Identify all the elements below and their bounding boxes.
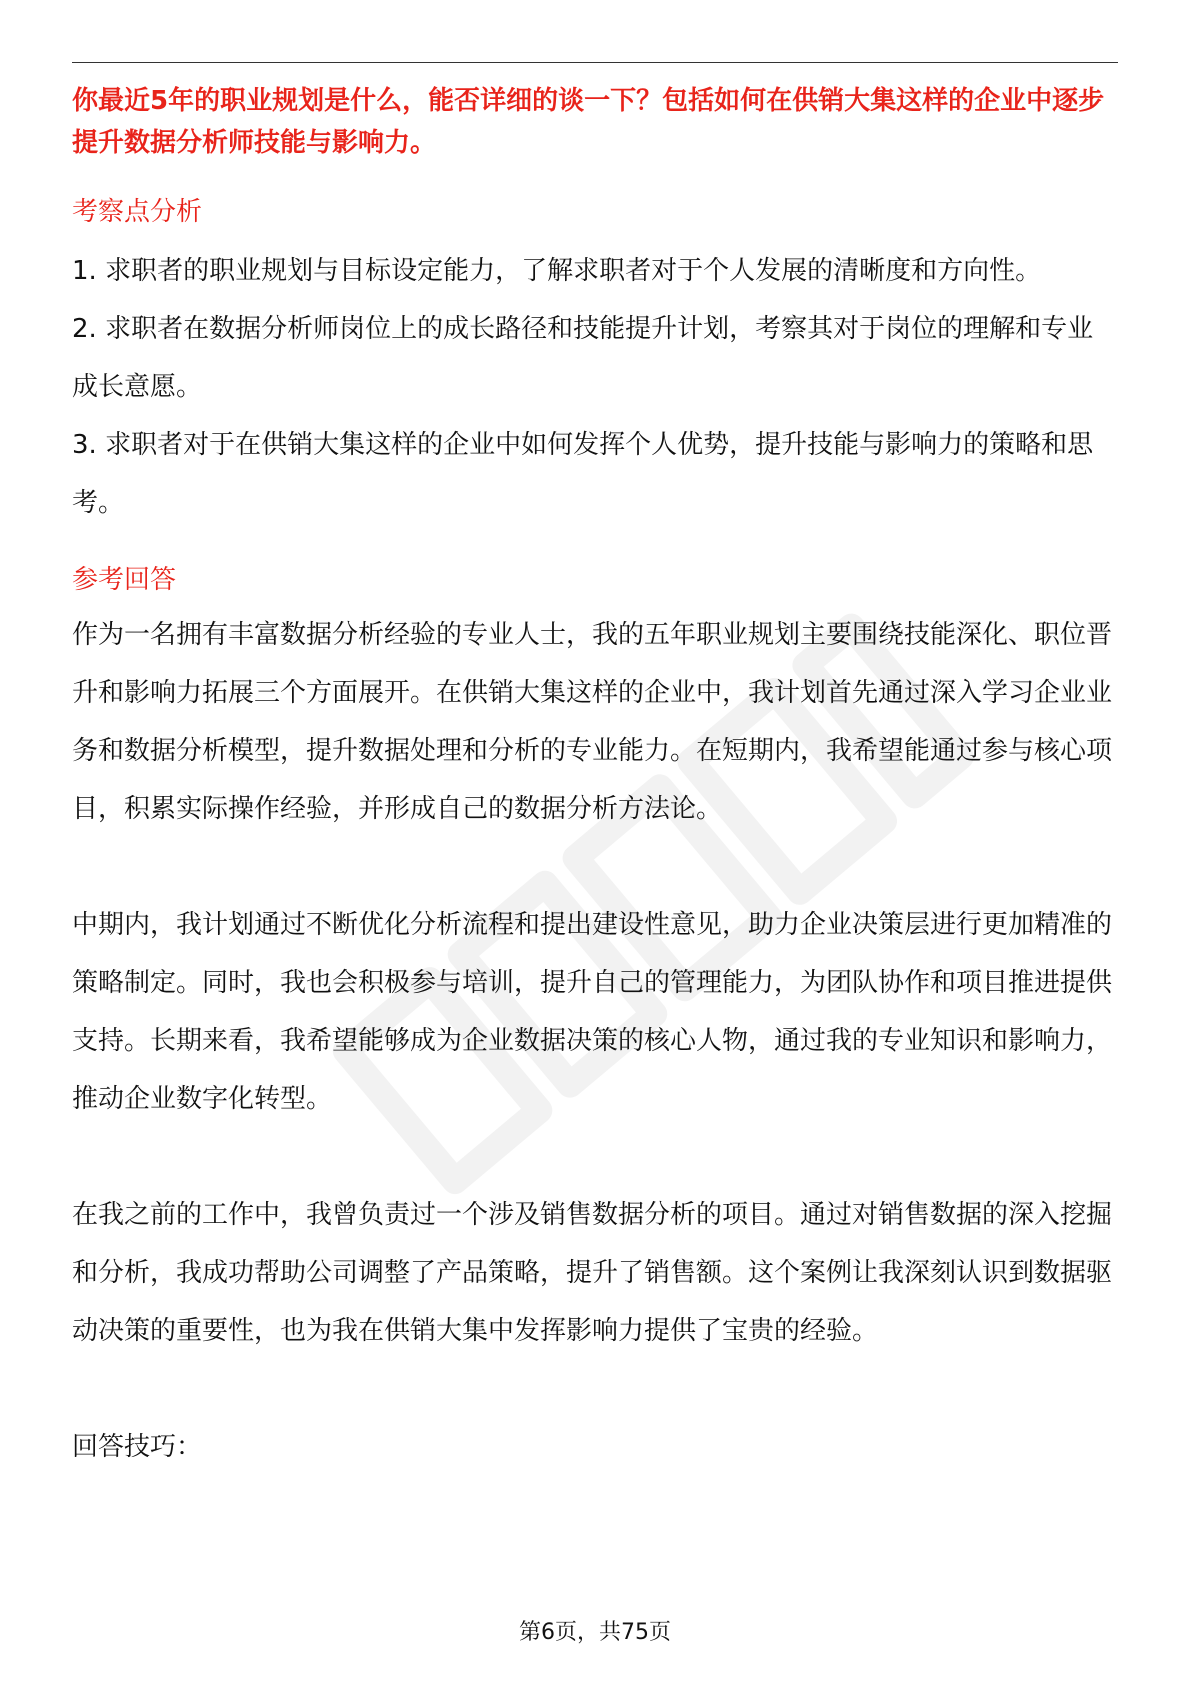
analysis-list: [72, 242, 1118, 532]
reference-answer: [72, 606, 1118, 1476]
analysis-item-1: 1. 求职者的职业规划与目标设定能力，了解求职者对于个人发展的清晰度和方向性。: [72, 256, 1042, 286]
answer-tips-label: 回答技巧：: [72, 1432, 203, 1462]
answer-paragraph-1: 作为一名拥有丰富数据分析经验的专业人士，我的五年职业规划主要围绕技能深化、职位晋升和影响力拓展三个方面展开。在供销大集这样的企业中，我计划首先通过深入学习企业业务和数据分析模型，提升数据处理和分析的专业能力。在短期内，我希望能通过参与核心项目，积累实际操作经验，并形成自己的数据分析方法论。: [72, 620, 1113, 824]
analysis-item-3: 3. 求职者对于在供销大集这样的企业中如何发挥个人优势，提升技能与影响力的策略和思考。: [72, 430, 1094, 518]
analysis-heading: 考察点分析: [72, 197, 203, 227]
answer-paragraph-3: 在我之前的工作中，我曾负责过一个涉及销售数据分析的项目。通过对销售数据的深入挖掘和分析，我成功帮助公司调整了产品策略，提升了销售额。这个案例让我深刻认识到数据驱动决策的重要性，也为我在供销大集中发挥影响力提供了宝贵的经验。: [72, 1200, 1113, 1346]
analysis-item-2: 2. 求职者在数据分析师岗位上的成长路径和技能提升计划，考察其对于岗位的理解和专业成长意愿。: [72, 314, 1094, 402]
question-title: 你最近5年的职业规划是什么，能否详细的谈一下？包括如何在供销大集这样的企业中逐步提升数据分析师技能与影响力。: [72, 86, 1105, 158]
answer-paragraph-2: 中期内，我计划通过不断优化分析流程和提出建设性意见，助力企业决策层进行更加精准的策略制定。同时，我也会积极参与培训，提升自己的管理能力，为团队协作和项目推进提供支持。长期来看，我希望能够成为企业数据决策的核心人物，通过我的专业知识和影响力，推动企业数字化转型。: [72, 910, 1113, 1114]
page-number: 第6页，共75页: [519, 1620, 671, 1645]
document-body: [72, 80, 1118, 1476]
reference-heading: 参考回答: [72, 565, 177, 595]
top-rule: [72, 62, 1118, 63]
